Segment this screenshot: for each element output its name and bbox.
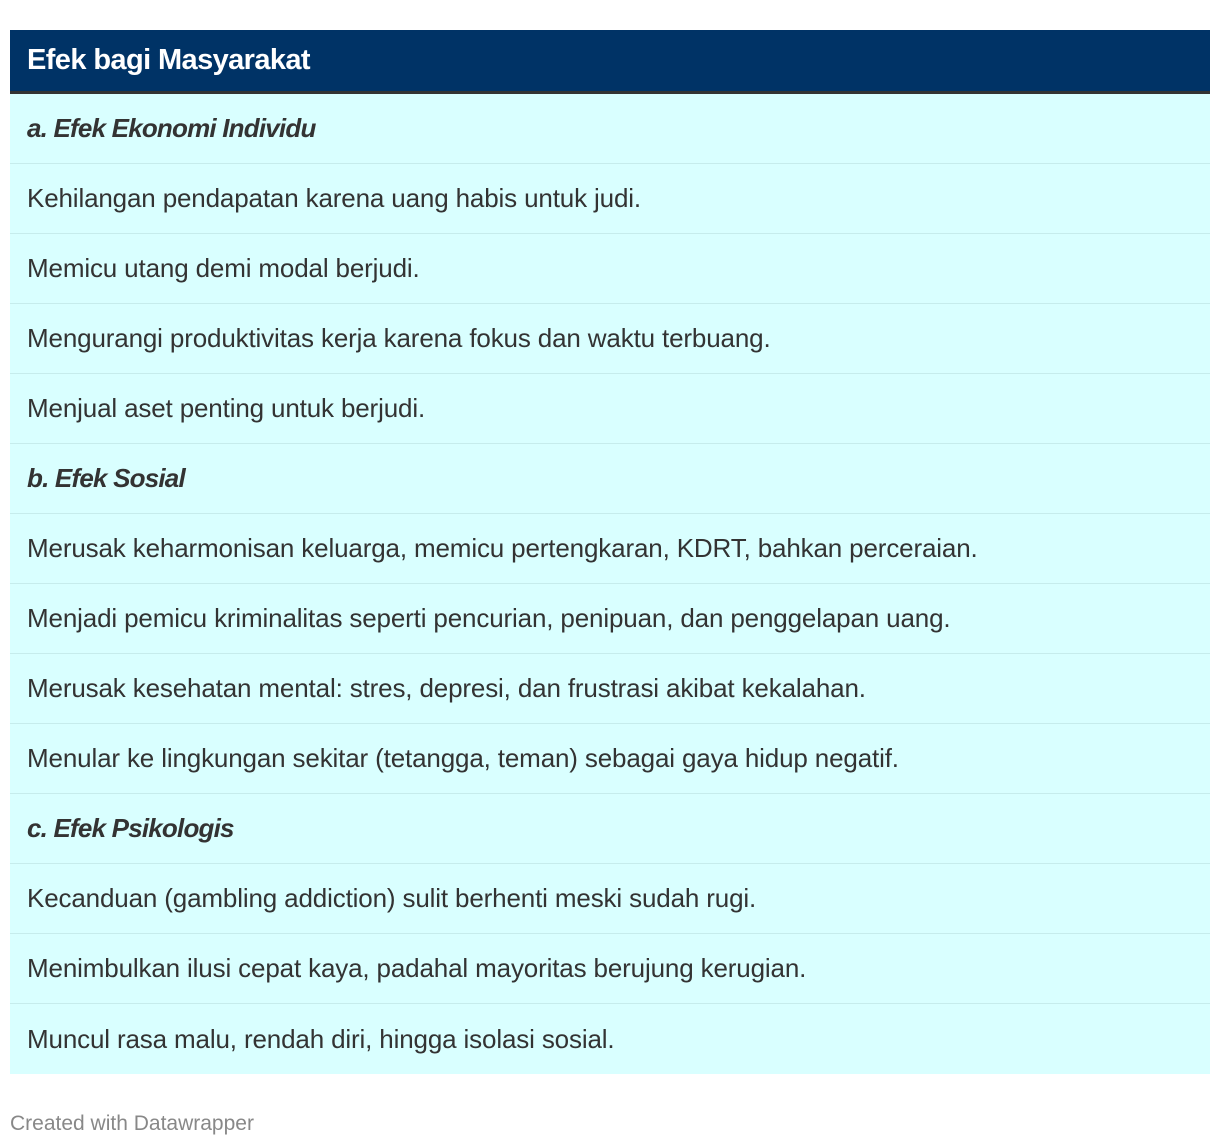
row-text: Muncul rasa malu, rendah diri, hingga isolasi sosial.: [27, 1023, 615, 1054]
row-text: Memicu utang demi modal berjudi.: [27, 253, 420, 283]
row-text: Mengurangi produktivitas kerja karena fokus dan waktu terbuang.: [27, 323, 771, 353]
table-row: [10, 234, 1210, 304]
table-row: [10, 864, 1210, 934]
datawrapper-credit[interactable]: Created with Datawrapper: [10, 1112, 254, 1135]
section-row-ekonomi: [10, 94, 1210, 164]
row-text: Menular ke lingkungan sekitar (tetangga, teman) sebagai gaya hidup negatif.: [27, 743, 899, 773]
table-row: [10, 724, 1210, 794]
row-text: Merusak kesehatan mental: stres, depresi, dan frustrasi akibat kekalahan.: [27, 673, 866, 703]
section-row-sosial: [10, 444, 1210, 514]
section-label: c. Efek Psikologis: [27, 813, 234, 843]
table-title: Efek bagi Masyarakat: [27, 44, 310, 76]
row-text: Menimbulkan ilusi cepat kaya, padahal mayoritas berujung kerugian.: [27, 953, 807, 983]
section-row-psikologis: [10, 794, 1210, 864]
table-row: [10, 374, 1210, 444]
table-row: [10, 584, 1210, 654]
row-text: Menjadi pemicu kriminalitas seperti pencurian, penipuan, dan penggelapan uang.: [27, 603, 951, 633]
table-row: [10, 514, 1210, 584]
row-text: Menjual aset penting untuk berjudi.: [27, 393, 426, 423]
table-header: [10, 30, 1210, 94]
table-row: [10, 304, 1210, 374]
table-row: [10, 164, 1210, 234]
section-label: b. Efek Sosial: [27, 463, 185, 493]
row-text: Kehilangan pendapatan karena uang habis untuk judi.: [27, 183, 641, 213]
table-row: [10, 654, 1210, 724]
effects-table: [10, 30, 1210, 1074]
table-row: [10, 1004, 1210, 1074]
table-row: [10, 934, 1210, 1004]
section-label: a. Efek Ekonomi Individu: [27, 113, 316, 143]
row-text: Merusak keharmonisan keluarga, memicu pertengkaran, KDRT, bahkan perceraian.: [27, 533, 978, 563]
row-text: Kecanduan (gambling addiction) sulit berhenti meski sudah rugi.: [27, 883, 757, 913]
